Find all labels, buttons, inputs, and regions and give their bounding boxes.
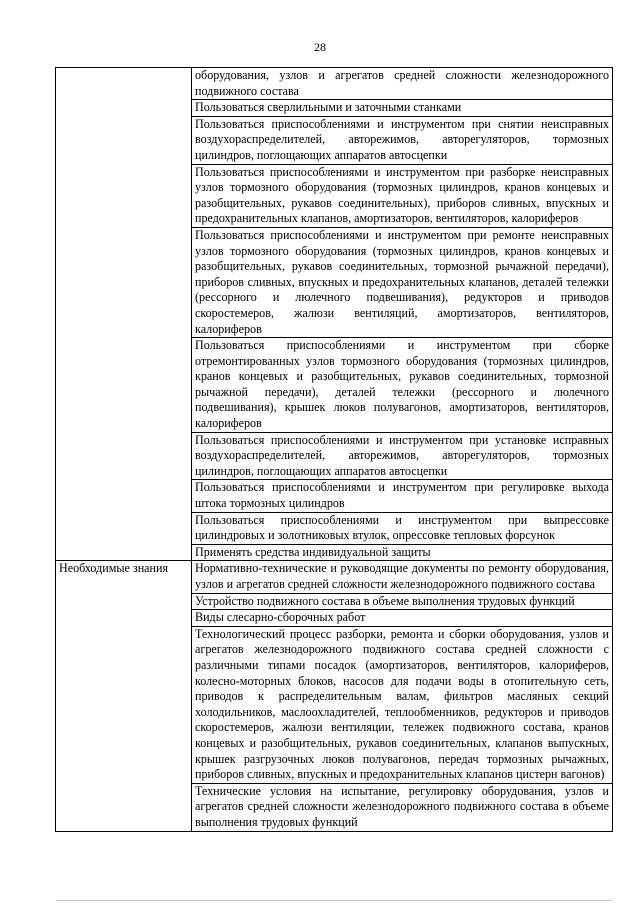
ability-item: оборудования, узлов и агрегатов средней сложности железнодорожного подвижного состава (192, 68, 613, 100)
ability-item: Пользоваться приспособлениями и инструментом при сборке отремонтированных узлов тормозного оборудования (тормозных цилиндров, кранов концевых и разобщительных, рукавов соединительных, тормозной рычажной передачи), деталей тележки (рессорного и люлечного подвешивания), крышек люков полувагонов, амортизаторов, вентиляторов, калориферов (192, 338, 613, 433)
knowledge-item: Технические условия на испытание, регулировку оборудования, узлов и агрегатов средней сложности железнодорожного подвижного состава в объеме выполнения трудовых функций (192, 783, 613, 831)
ability-item: Пользоваться приспособлениями и инструментом при регулировке выхода штока тормозных цилиндров (192, 480, 613, 512)
knowledge-item: Виды слесарно-сборочных работ (192, 610, 613, 627)
ability-item: Пользоваться приспособлениями и инструментом при снятии неисправных воздухораспределителей, авторежимов, авторегуляторов, тормозных цилиндров, поглощающих аппаратов автосцепки (192, 116, 613, 164)
table-row (56, 68, 613, 100)
knowledge-label: Необходимые знания (56, 561, 192, 831)
abilities-label-cell (56, 68, 192, 561)
scan-edge-line (56, 900, 612, 901)
table-row (56, 561, 613, 593)
competency-table (55, 67, 612, 832)
page-number: 28 (314, 40, 326, 54)
ability-item: Пользоваться приспособлениями и инструментом при установке исправных воздухораспределителей, авторежимов, авторегуляторов, тормозных цилиндров, поглощающих аппаратов автосцепки (192, 432, 613, 480)
ability-item: Пользоваться приспособлениями и инструментом при выпрессовке цилиндровых и золотниковых втулок, опрессовке тепловых форсунок (192, 512, 613, 544)
ability-item: Пользоваться приспособлениями и инструментом при разборке неисправных узлов тормозного оборудования (тормозных цилиндров, кранов концевых и разобщительных, рукавов соединительных), приборов сливных, впускных и предохранительных клапанов, амортизаторов, вентиляторов, калориферов (192, 164, 613, 227)
knowledge-item: Технологический процесс разборки, ремонта и сборки оборудования, узлов и агрегатов железнодорожного подвижного состава средней сложности с различными типами посадок (амортизаторов, вентиляторов, калориферов, колесно-моторных блоков, насосов для подачи воды в отопительную сеть, приводов к распределительным валам, фильтров масляных секций холодильников, маслоохладителей, теплообменников, редукторов и приводов скоростемеров, жалюзи вентиляции, тележек подвижного состава, кранов концевых и разобщительных, рукавов соединительных, клапанов выпускных, крышек разгрузочных люков полувагонов, передач тормозных рычажных, приборов сливных, впускных и предохранительных клапанов цистерн вагонов) (192, 626, 613, 783)
ability-item: Применять средства индивидуальной защиты (192, 544, 613, 561)
ability-item: Пользоваться приспособлениями и инструментом при ремонте неисправных узлов тормозного оборудования (тормозных цилиндров, кранов концевых и разобщительных, рукавов соединительных, тормозной рычажной передачи), приборов сливных, впускных и предохранительных клапанов, деталей тележки (рессорного и люлечного подвешивания), редукторов и приводов скоростемеров, жалюзи вентиляций, амортизаторов, вентиляторов, калориферов (192, 227, 613, 337)
requirements-table (55, 67, 613, 832)
ability-item: Пользоваться сверлильными и заточными станками (192, 100, 613, 117)
knowledge-item: Нормативно-технические и руководящие документы по ремонту оборудования, узлов и агрегатов средней сложности железнодорожного подвижного состава (192, 561, 613, 593)
knowledge-item: Устройство подвижного состава в объеме выполнения трудовых функций (192, 593, 613, 610)
